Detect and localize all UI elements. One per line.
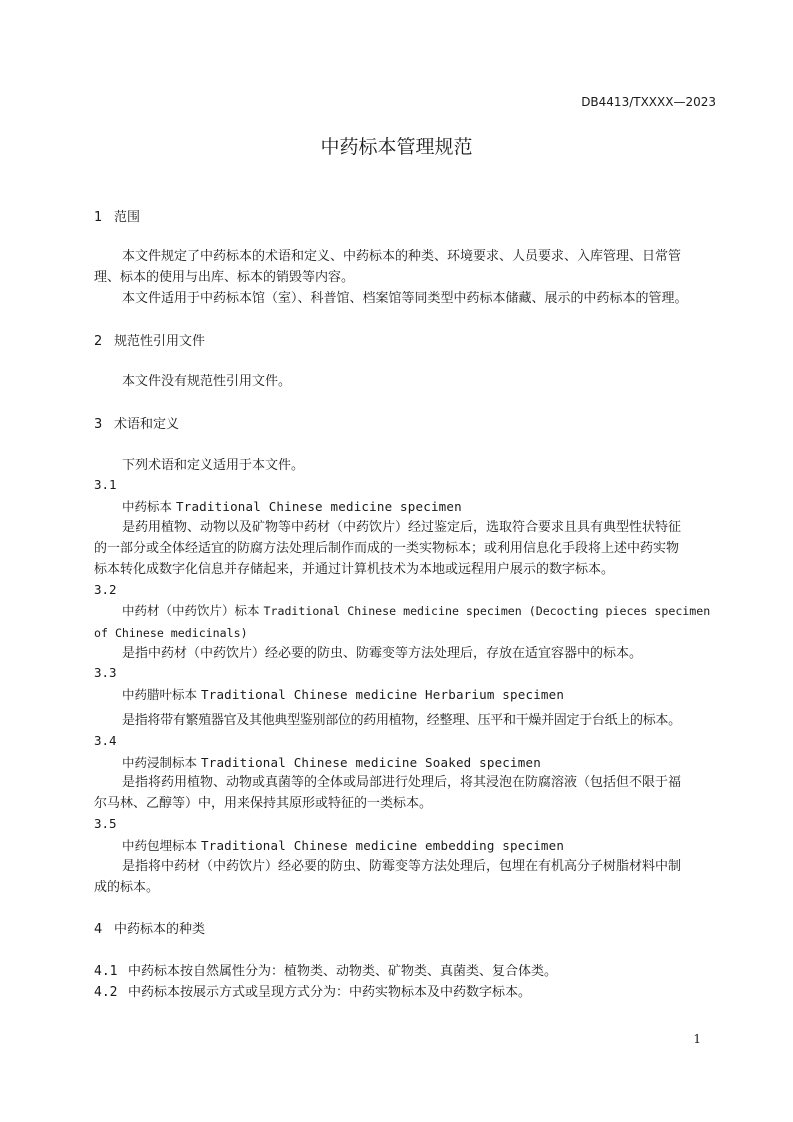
term-english-continued: of Chinese medicinals) [94, 626, 248, 640]
item-number: 4.1 [94, 964, 118, 979]
section-title: 中药标本的种类 [114, 922, 206, 937]
item-number: 4.2 [94, 985, 118, 1000]
clause-number-3-2: 3.2 [94, 582, 117, 597]
term-3-1 [122, 496, 720, 518]
text-line: 标本转化成数字化信息并存储起来，并通过计算机技术为本地或远程用户展示的数字标本。 [94, 562, 615, 577]
text-line: 本文件规定了中药标本的术语和定义、中药标本的种类、环境要求、人员要求、入库管理、日常管 [122, 249, 682, 264]
document-title: 中药标本管理规范 [320, 136, 473, 158]
section-1-paragraph-1 [94, 246, 720, 288]
definition-3-2: 是指中药材（中药饮片）经必要的防虫、防霉变等方法处理后，存放在适宜容器中的标本。 [122, 646, 643, 661]
section-title: 术语和定义 [114, 417, 180, 432]
term-english: Traditional Chinese medicine embedding specimen [201, 838, 565, 853]
term-english: Traditional Chinese medicine specimen (Decocting pieces specimen [263, 604, 711, 618]
section-3-heading [94, 413, 179, 432]
term-3-2 [94, 600, 720, 644]
term-english: Traditional Chinese medicine specimen [176, 499, 462, 514]
text-line: 是指将中药材（中药饮片）经必要的防虫、防霉变等方法处理后，包埋在有机高分子树脂材料中制 [122, 859, 682, 874]
text-line: 尔马林、乙醇等）中，用来保持其原形或特征的一类标本。 [94, 796, 433, 811]
item-text: 中药标本按自然属性分为：植物类、动物类、矿物类、真菌类、复合体类。 [128, 964, 558, 979]
section-2-heading [94, 330, 205, 349]
term-chinese: 中药包埋标本 [122, 838, 198, 853]
clause-number-3-1: 3.1 [94, 477, 117, 492]
clause-number-3-5: 3.5 [94, 816, 117, 831]
term-chinese: 中药腊叶标本 [122, 687, 198, 702]
item-text: 中药标本按展示方式或呈现方式分为：中药实物标本及中药数字标本。 [128, 985, 532, 1000]
section-number: 4 [94, 922, 103, 937]
page-number: 1 [693, 1032, 701, 1046]
definition-3-1 [94, 517, 720, 580]
text-line: 是指将药用植物、动物或真菌等的全体或局部进行处理后，将其浸泡在防腐溶液（包括但不限于福 [122, 775, 682, 790]
term-english: Traditional Chinese medicine Soaked specimen [201, 755, 541, 770]
text-line: 是药用植物、动物以及矿物等中药材（中药饮片）经过鉴定后，选取符合要求且具有典型性状特征 [122, 520, 682, 535]
section-1-paragraph-2: 本文件适用于中药标本馆（室）、科普馆、档案馆等同类型中药标本储藏、展示的中药标本的管理。 [122, 291, 688, 306]
document-code: DB4413/TXXXX—2023 [581, 95, 716, 109]
clause-number-3-4: 3.4 [94, 733, 117, 748]
section-title: 范围 [114, 210, 141, 225]
definition-3-5 [94, 856, 720, 898]
section-3-intro: 下列术语和定义适用于本文件。 [122, 458, 305, 473]
section-number: 2 [94, 334, 103, 349]
section-number: 3 [94, 417, 103, 432]
term-chinese: 中药浸制标本 [122, 755, 198, 770]
term-chinese: 中药标本 [122, 499, 173, 514]
section-number: 1 [94, 210, 103, 225]
text-line: 成的标本。 [94, 880, 160, 895]
section-2-paragraph: 本文件没有规范性引用文件。 [122, 374, 292, 389]
term-3-4 [122, 752, 720, 774]
clause-number-3-3: 3.3 [94, 665, 117, 680]
text-line: 的一部分或全体经适宜的防腐方法处理后制作而成的一类实物标本；或利用信息化手段将上述中药实物 [94, 541, 680, 556]
term-english: Traditional Chinese medicine Herbarium specimen [201, 687, 565, 702]
term-3-3 [122, 684, 720, 706]
definition-3-4 [94, 772, 720, 814]
section-title: 规范性引用文件 [114, 334, 206, 349]
text-line: 理、标本的使用与出库、标本的销毁等内容。 [94, 270, 355, 285]
term-3-5 [122, 835, 720, 857]
list-item-4-1 [94, 960, 720, 979]
term-chinese: 中药材（中药饮片）标本 [122, 603, 260, 618]
list-item-4-2 [94, 981, 720, 1000]
section-4-heading [94, 918, 205, 937]
definition-3-3: 是指将带有繁殖器官及其他典型鉴别部位的药用植物，经整理、压平和干燥并固定于台纸上的标本。 [122, 713, 681, 728]
section-1-heading [94, 206, 140, 225]
